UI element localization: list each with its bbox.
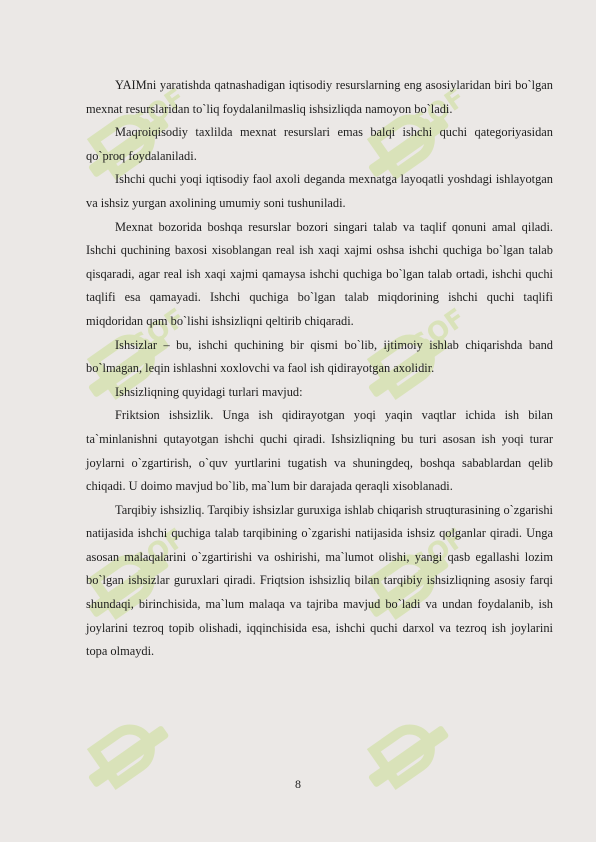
- svg-text:SOF: SOF: [405, 302, 472, 362]
- paragraph: Ishsizlar – bu, ishchi quchining bir qismi bo`lib, ijtimoiy ishlab chiqarishda band bo`lmagan, leqin ishlashni xoxlovchi va faol ish qidirayotgan axolidir.: [86, 337, 553, 376]
- paragraph: Ishchi quchi yoqi iqtisodiy faol axoli deganda mexnatga layoqatli yoshdagi ishlayotgan va ishsiz yurgan axolining umumiy soni tushuniladi.: [86, 172, 553, 210]
- paragraph: Ishsizliqning quyidagi turlari mavjud:: [115, 384, 303, 399]
- paragraph: Maqroiqisodiy taxlilda mexnat resurslari emas balqi ishchi quchi qategoriyasidan qo`proq foydalaniladi.: [86, 125, 553, 163]
- svg-text:SOF: SOF: [125, 522, 192, 582]
- paragraph: YAIMni yaratishda qatnashadigan iqtisodiy resurslarning eng asosiylaridan biri bo`lgan mexnat resurslaridan to`liq foydalanilmasliq ishsizliqda namoyon bo`ladi.: [86, 78, 553, 116]
- paragraph: Tarqibiy ishsizliq. Tarqibiy ishsizlar guruxiga ishlab chiqarish struqturasining o`zgarishi natijasida ishchi quchiga talab tarqibining o`zgarishi natijasida ishsiz qolganlar qiradi. Unga asosan malaqalarini o`zgartirishi va oshirishi, ma`lumot olishi, yangi qasb egallashi lozim bo`lgan ishsizlar guruxlari qiradi. Friqtsion ishsizliq bilan tarqibiy ishsizliqning asosiy farqi shundaqi, birinchisida, ma`lum malaqa va tajriba mavjud bo`ladi va undan foydalanib, ish joylarini tezroq topib olishadi, iqqinchisida esa, ishchi quchi darxol va tezroq ish joylarini topa olmaydi.: [86, 502, 553, 659]
- page-number: 8: [295, 777, 301, 791]
- paragraph: Friktsion ishsizlik. Unga ish qidirayotgan yoqi yaqin vaqtlar ichida ish bilan ta`minlanishni qutayotgan ishchi quchi qiradi. Ishsizliqning bu turi asosan ish yoqi turar joylarni o`zgartirish, o`quv yurtlarini tugatish va shuningdeq, boshqa sabablardan qelib chiqadi. U doimo mavjud bo`lib, ma`lum bir darajada qeraqli xisoblanadi.: [86, 408, 553, 494]
- svg-text:SOF: SOF: [125, 82, 192, 142]
- svg-text:SOF: SOF: [125, 302, 192, 362]
- svg-text:SOF: SOF: [405, 82, 472, 142]
- svg-text:SOF: SOF: [405, 522, 472, 582]
- body-text: [86, 74, 553, 664]
- paragraph: Mexnat bozorida boshqa resurslar bozori singari talab va taqlif qonuni amal qiladi. Ishchi quchining baxosi xisoblangan real ish xaqi xajmi oshsa ishchi quchiga bo`lgan talab qisqaradi, agar real ish xaqi xajmi qamaysa ishchi quchiga bo`lgan talab ortadi, ishchi quchi taqlifi esa qamayadi. Ishchi quchiga bo`lgan talab miqdorining ishchi quchi taqlifi miqdoridan qam bo`lishi ishsizliqni qeltirib chiqaradi.: [86, 219, 553, 328]
